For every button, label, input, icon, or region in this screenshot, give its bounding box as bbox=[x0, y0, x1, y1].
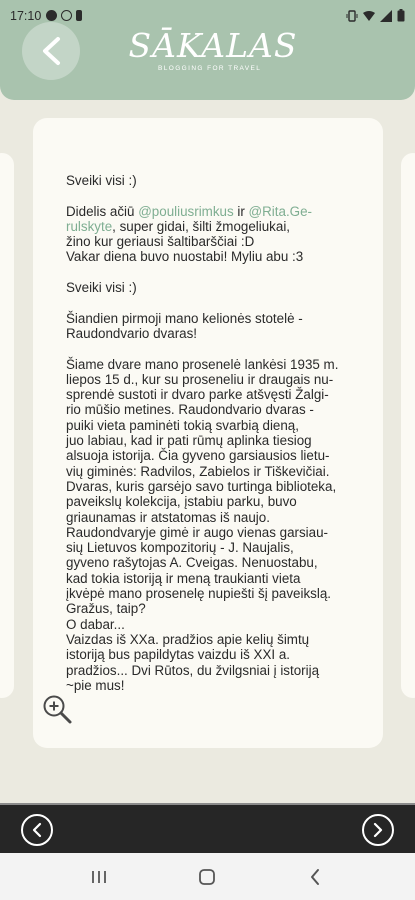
post-text-line: Vaizdas iš XXa. pradžios apie kelių šimtų bbox=[66, 631, 310, 647]
user-mention-link[interactable]: @pouliusrimkus bbox=[138, 203, 234, 219]
post-text-line: Dvaras, kuris garsėjo savo turtinga biblioteka, bbox=[66, 478, 337, 494]
system-navigation-bar bbox=[0, 853, 415, 900]
post-text-line: juo labiau, kad ir pati rūmų aplinka tiesiog bbox=[66, 433, 312, 449]
system-back-button[interactable] bbox=[303, 865, 327, 889]
post-text-line: rio mūšio metines. Raudondvario dvaras - bbox=[66, 402, 314, 418]
post-text-line: puiki vieta paminėti tokią svarbią dieną, bbox=[66, 417, 299, 433]
chevron-left-icon bbox=[30, 822, 44, 838]
home-icon bbox=[198, 868, 216, 886]
brand-title: SĀKALAS bbox=[128, 26, 298, 65]
post-text-line: žino kur geriausi šaltibarščiai :D bbox=[66, 234, 255, 250]
post-text-line: istoriją bus papildytas vaizdu iš XXI a. bbox=[66, 647, 291, 663]
post-text-line: Vakar diena buvo nuostabi! Myliu abu :3 bbox=[66, 249, 304, 265]
post-text-line: Šiandien pirmoji mano kelionės stotelė - bbox=[66, 310, 303, 326]
chevron-right-icon bbox=[371, 822, 385, 838]
notification-icons bbox=[46, 10, 82, 21]
post-text-segment: , super gidai, šilti žmogeliukai, bbox=[112, 218, 291, 234]
post-text-line bbox=[66, 295, 361, 310]
post-text-line: griaunamas ir atstatomas iš naujo. bbox=[66, 509, 270, 525]
recents-icon bbox=[90, 869, 108, 885]
vibrate-icon bbox=[346, 10, 358, 22]
post-text-line: Šiame dvare mano prosenelė lankėsi 1935 m. bbox=[66, 356, 339, 372]
status-bar bbox=[0, 0, 415, 34]
post-text bbox=[66, 173, 361, 693]
previous-card-peek[interactable] bbox=[0, 153, 14, 698]
post-text-line bbox=[66, 341, 361, 356]
wifi-icon bbox=[363, 10, 375, 22]
post-navigation-bar bbox=[0, 803, 415, 853]
post-text-line: Raudondvaryje gimė ir augo vienas garsiau- bbox=[66, 524, 329, 540]
post-text-segment: ir bbox=[233, 203, 249, 219]
next-post-button[interactable] bbox=[362, 814, 394, 846]
post-text-line: Gražus, taip? bbox=[66, 601, 146, 617]
status-time: 17:10 bbox=[10, 9, 42, 23]
zoom-button[interactable] bbox=[41, 693, 73, 725]
user-mention-link[interactable]: @Rita.Ge- bbox=[248, 203, 312, 219]
recents-button[interactable] bbox=[87, 865, 111, 889]
brand-tagline: BLOGGING FOR TRAVEL bbox=[158, 65, 262, 72]
signal-icon bbox=[380, 10, 392, 22]
post-text-line: Raudondvario dvaras! bbox=[66, 325, 198, 341]
post-text-line bbox=[66, 265, 361, 280]
user-mention-link[interactable]: rulskyte bbox=[66, 218, 113, 234]
post-text-line bbox=[66, 204, 361, 219]
brand-logo bbox=[128, 28, 298, 72]
post-text-line: sių Lietuvos kompozitorių - J. Naujalis, bbox=[66, 540, 294, 556]
post-text-line: Sveiki visi :) bbox=[66, 173, 137, 188]
post-text-line: alsuoja istorija. Čia gyveno garsiausios lietu- bbox=[66, 448, 330, 464]
zoom-in-icon bbox=[41, 693, 73, 725]
next-card-peek[interactable] bbox=[401, 153, 415, 698]
home-button[interactable] bbox=[195, 865, 219, 889]
post-text-line: Sveiki visi :) bbox=[66, 280, 137, 296]
post-text-line: įkvėpė mano prosenelę nupiešti šį paveikslą. bbox=[66, 586, 331, 602]
system-icons bbox=[346, 9, 405, 22]
post-text-line: gyveno rašytojas A. Cveigas. Nenuostabu, bbox=[66, 555, 318, 571]
post-text-line: liepos 15 d., kur su proseneliu ir draugais nu- bbox=[66, 371, 334, 387]
post-text-line: vių giminės: Radvilos, Zabielos ir Tiškevičiai. bbox=[66, 463, 330, 479]
previous-post-button[interactable] bbox=[21, 814, 53, 846]
notification-icon bbox=[61, 10, 72, 21]
post-text-line: sprendė sustoti ir dvaro parke atšvęsti Žalgi- bbox=[66, 387, 329, 403]
post-card bbox=[33, 118, 383, 748]
notification-icon bbox=[46, 10, 57, 21]
post-text-segment: Didelis ačiū bbox=[66, 203, 139, 219]
post-text-line: O dabar... bbox=[66, 616, 125, 632]
back-arrow-icon bbox=[38, 36, 64, 66]
post-text-line: kad tokia istoriją ir meną traukianti vieta bbox=[66, 570, 301, 586]
post-text-line: paveikslų kolekcija, įstabiu parku, buvo bbox=[66, 494, 297, 510]
battery-icon bbox=[397, 9, 405, 22]
post-text-line bbox=[66, 188, 361, 203]
notification-icon bbox=[76, 10, 82, 21]
post-text-line bbox=[66, 219, 361, 234]
post-text-line: pradžios... Dvi Rūtos, du žvilgsniai į istoriją bbox=[66, 662, 320, 678]
back-icon bbox=[308, 868, 322, 886]
post-text-line: ~pie mus! bbox=[66, 677, 125, 693]
